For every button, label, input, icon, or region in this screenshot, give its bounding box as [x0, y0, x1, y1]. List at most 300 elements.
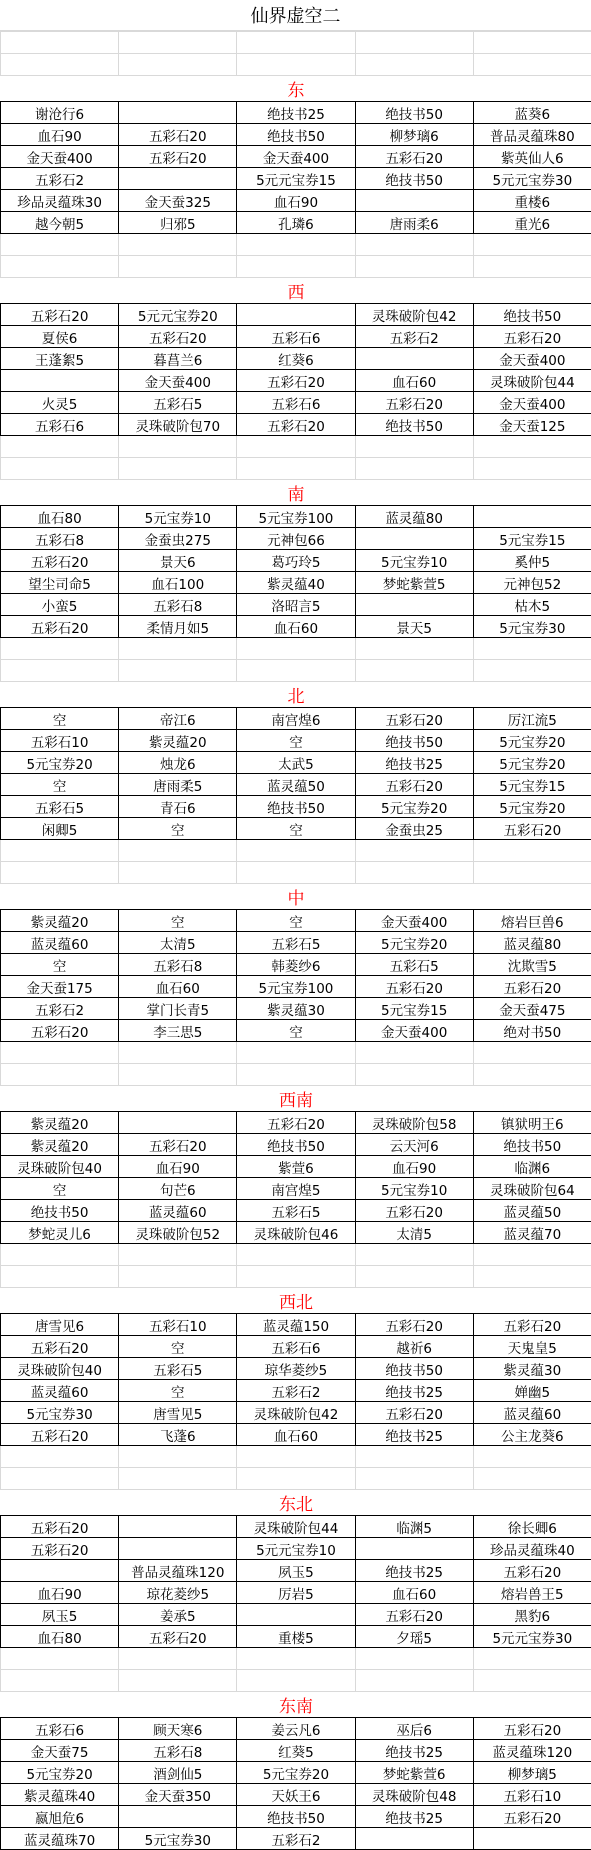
- table-cell[interactable]: 蓝灵蕴80: [473, 932, 591, 954]
- section-title[interactable]: 东南: [1, 1692, 591, 1718]
- table-cell[interactable]: [473, 1828, 591, 1850]
- table-cell[interactable]: 五彩石20: [119, 146, 237, 168]
- table-cell[interactable]: 灵珠破阶包40: [1, 1358, 119, 1380]
- table-cell[interactable]: 金天蚕475: [473, 998, 591, 1020]
- table-cell[interactable]: 金天蚕75: [1, 1740, 119, 1762]
- table-cell[interactable]: 蓝葵6: [473, 102, 591, 124]
- table-cell[interactable]: 飞蓬6: [119, 1424, 237, 1446]
- table-cell[interactable]: 重楼5: [237, 1626, 355, 1648]
- table-cell[interactable]: 5元宝券20: [1, 752, 119, 774]
- table-cell[interactable]: 空: [119, 1380, 237, 1402]
- empty-cell[interactable]: [119, 862, 237, 884]
- empty-cell[interactable]: [119, 840, 237, 862]
- table-cell[interactable]: [355, 594, 473, 616]
- table-cell[interactable]: 嬴旭危6: [1, 1806, 119, 1828]
- table-cell[interactable]: 太清5: [119, 932, 237, 954]
- table-cell[interactable]: [473, 506, 591, 528]
- table-cell[interactable]: 金蚕虫25: [355, 818, 473, 840]
- table-cell[interactable]: 枯木5: [473, 594, 591, 616]
- table-cell[interactable]: 5元宝券100: [237, 506, 355, 528]
- empty-cell[interactable]: [1, 54, 119, 76]
- table-cell[interactable]: [1, 370, 119, 392]
- table-cell[interactable]: 血石60: [355, 1582, 473, 1604]
- table-cell[interactable]: 血石60: [355, 370, 473, 392]
- empty-cell[interactable]: [1, 1446, 119, 1468]
- table-cell[interactable]: 镇狱明王6: [473, 1112, 591, 1134]
- table-cell[interactable]: 灵珠破阶包70: [119, 414, 237, 436]
- table-cell[interactable]: 五彩石20: [1, 304, 119, 326]
- empty-cell[interactable]: [119, 54, 237, 76]
- empty-cell[interactable]: [1, 1670, 119, 1692]
- empty-cell[interactable]: [473, 638, 591, 660]
- table-cell[interactable]: 绝对书50: [473, 1020, 591, 1042]
- empty-cell[interactable]: [355, 256, 473, 278]
- table-cell[interactable]: 柳梦璃5: [473, 1762, 591, 1784]
- table-cell[interactable]: 五彩石10: [1, 730, 119, 752]
- table-cell[interactable]: 绝技书25: [355, 1424, 473, 1446]
- table-cell[interactable]: 5元宝券15: [473, 528, 591, 550]
- empty-cell[interactable]: [237, 840, 355, 862]
- table-cell[interactable]: 五彩石5: [119, 392, 237, 414]
- empty-cell[interactable]: [119, 256, 237, 278]
- empty-cell[interactable]: [473, 1244, 591, 1266]
- table-cell[interactable]: 金蚕虫275: [119, 528, 237, 550]
- table-cell[interactable]: 五彩石2: [237, 1828, 355, 1850]
- empty-cell[interactable]: [473, 436, 591, 458]
- table-cell[interactable]: 临渊5: [355, 1516, 473, 1538]
- table-cell[interactable]: 巫后6: [355, 1718, 473, 1740]
- empty-cell[interactable]: [1, 862, 119, 884]
- table-cell[interactable]: 梦蛇紫萱5: [355, 572, 473, 594]
- table-cell[interactable]: 绝技书50: [355, 102, 473, 124]
- empty-cell[interactable]: [237, 234, 355, 256]
- table-cell[interactable]: 五彩石20: [355, 1314, 473, 1336]
- table-cell[interactable]: 五彩石10: [119, 1314, 237, 1336]
- table-cell[interactable]: 唐雪见5: [119, 1402, 237, 1424]
- empty-cell[interactable]: [119, 1042, 237, 1064]
- table-cell[interactable]: 5元元宝券10: [237, 1538, 355, 1560]
- table-cell[interactable]: 临渊6: [473, 1156, 591, 1178]
- empty-cell[interactable]: [473, 458, 591, 480]
- table-cell[interactable]: 五彩石20: [355, 392, 473, 414]
- table-cell[interactable]: 琼华菱纱5: [237, 1358, 355, 1380]
- table-cell[interactable]: 普品灵蕴珠80: [473, 124, 591, 146]
- table-cell[interactable]: 姜承5: [119, 1604, 237, 1626]
- table-cell[interactable]: 景天5: [355, 616, 473, 638]
- table-cell[interactable]: 五彩石20: [1, 616, 119, 638]
- table-cell[interactable]: 绝技书25: [355, 1380, 473, 1402]
- table-cell[interactable]: 红葵5: [237, 1740, 355, 1762]
- table-cell[interactable]: 蓝灵蕴80: [355, 506, 473, 528]
- table-cell[interactable]: 绝技书50: [237, 796, 355, 818]
- table-cell[interactable]: 掌门长青5: [119, 998, 237, 1020]
- table-cell[interactable]: 韩菱纱6: [237, 954, 355, 976]
- empty-cell[interactable]: [119, 32, 237, 54]
- table-cell[interactable]: 天妖王6: [237, 1784, 355, 1806]
- table-cell[interactable]: 五彩石20: [473, 1806, 591, 1828]
- table-cell[interactable]: 谢沧行6: [1, 102, 119, 124]
- table-cell[interactable]: 绝技书50: [237, 1134, 355, 1156]
- section-title[interactable]: 中: [1, 884, 591, 910]
- table-cell[interactable]: 血石100: [119, 572, 237, 594]
- empty-cell[interactable]: [473, 1468, 591, 1490]
- table-cell[interactable]: 蓝灵蕴50: [473, 1200, 591, 1222]
- empty-cell[interactable]: [355, 840, 473, 862]
- table-cell[interactable]: 五彩石5: [355, 954, 473, 976]
- table-cell[interactable]: 柳梦璃6: [355, 124, 473, 146]
- table-cell[interactable]: 空: [119, 818, 237, 840]
- empty-cell[interactable]: [119, 1064, 237, 1086]
- empty-cell[interactable]: [119, 1266, 237, 1288]
- table-cell[interactable]: 灵珠破阶包46: [237, 1222, 355, 1244]
- table-cell[interactable]: 灵珠破阶包52: [119, 1222, 237, 1244]
- empty-cell[interactable]: [237, 638, 355, 660]
- table-cell[interactable]: 火灵5: [1, 392, 119, 414]
- table-cell[interactable]: 金天蚕400: [473, 348, 591, 370]
- table-cell[interactable]: 五彩石20: [1, 1336, 119, 1358]
- empty-cell[interactable]: [355, 1648, 473, 1670]
- table-cell[interactable]: 公主龙葵6: [473, 1424, 591, 1446]
- table-cell[interactable]: 黑豹6: [473, 1604, 591, 1626]
- table-cell[interactable]: 熔岩巨兽6: [473, 910, 591, 932]
- table-cell[interactable]: 紫灵蕴20: [1, 910, 119, 932]
- table-cell[interactable]: 唐雨柔5: [119, 774, 237, 796]
- table-cell[interactable]: 5元宝券20: [473, 752, 591, 774]
- table-cell[interactable]: 五彩石20: [1, 1516, 119, 1538]
- table-cell[interactable]: [119, 168, 237, 190]
- table-cell[interactable]: 孔璘6: [237, 212, 355, 234]
- table-cell[interactable]: 绝技书50: [355, 168, 473, 190]
- table-cell[interactable]: 五彩石20: [473, 1560, 591, 1582]
- table-cell[interactable]: 奚仲5: [473, 550, 591, 572]
- table-cell[interactable]: 灵珠破阶包48: [355, 1784, 473, 1806]
- empty-cell[interactable]: [1, 1648, 119, 1670]
- table-cell[interactable]: 绝技书25: [355, 1806, 473, 1828]
- table-cell[interactable]: 太武5: [237, 752, 355, 774]
- table-cell[interactable]: 紫英仙人6: [473, 146, 591, 168]
- empty-cell[interactable]: [119, 1670, 237, 1692]
- table-cell[interactable]: 蓝灵蕴50: [237, 774, 355, 796]
- table-cell[interactable]: 绝技书50: [355, 730, 473, 752]
- table-cell[interactable]: 帝江6: [119, 708, 237, 730]
- table-cell[interactable]: 5元宝券20: [1, 1762, 119, 1784]
- empty-cell[interactable]: [119, 1648, 237, 1670]
- table-cell[interactable]: 绝技书25: [355, 1560, 473, 1582]
- empty-cell[interactable]: [1, 660, 119, 682]
- table-cell[interactable]: 婵幽5: [473, 1380, 591, 1402]
- table-cell[interactable]: 唐雨柔6: [355, 212, 473, 234]
- table-cell[interactable]: 蓝灵蕴60: [1, 1380, 119, 1402]
- section-title[interactable]: 西: [1, 278, 591, 304]
- table-cell[interactable]: 夙玉5: [1, 1604, 119, 1626]
- empty-cell[interactable]: [119, 1446, 237, 1468]
- table-cell[interactable]: 空: [1, 954, 119, 976]
- table-cell[interactable]: 天鬼皇5: [473, 1336, 591, 1358]
- table-cell[interactable]: 金天蚕400: [355, 910, 473, 932]
- empty-cell[interactable]: [355, 660, 473, 682]
- empty-cell[interactable]: [473, 1064, 591, 1086]
- table-cell[interactable]: 金天蚕400: [1, 146, 119, 168]
- empty-cell[interactable]: [355, 32, 473, 54]
- table-cell[interactable]: 五彩石20: [119, 1134, 237, 1156]
- table-cell[interactable]: 绝技书50: [473, 1134, 591, 1156]
- empty-cell[interactable]: [355, 1446, 473, 1468]
- table-cell[interactable]: 五彩石2: [1, 168, 119, 190]
- empty-cell[interactable]: [1, 638, 119, 660]
- table-cell[interactable]: 李三思5: [119, 1020, 237, 1042]
- empty-cell[interactable]: [355, 1244, 473, 1266]
- table-cell[interactable]: 绝技书50: [355, 1358, 473, 1380]
- table-cell[interactable]: 5元元宝券30: [473, 1626, 591, 1648]
- table-cell[interactable]: 沈欺雪5: [473, 954, 591, 976]
- table-cell[interactable]: 五彩石5: [119, 1358, 237, 1380]
- empty-cell[interactable]: [355, 234, 473, 256]
- empty-cell[interactable]: [473, 862, 591, 884]
- table-cell[interactable]: [119, 1112, 237, 1134]
- table-cell[interactable]: 重楼6: [473, 190, 591, 212]
- empty-cell[interactable]: [237, 862, 355, 884]
- table-cell[interactable]: 烛龙6: [119, 752, 237, 774]
- table-cell[interactable]: 蓝灵蕴60: [1, 932, 119, 954]
- table-cell[interactable]: 徐长卿6: [473, 1516, 591, 1538]
- empty-cell[interactable]: [1, 256, 119, 278]
- empty-cell[interactable]: [1, 1266, 119, 1288]
- table-cell[interactable]: 元神包52: [473, 572, 591, 594]
- table-cell[interactable]: 紫灵蕴20: [1, 1134, 119, 1156]
- table-cell[interactable]: 蓝灵蕴150: [237, 1314, 355, 1336]
- table-cell[interactable]: 厉岩5: [237, 1582, 355, 1604]
- empty-cell[interactable]: [473, 1266, 591, 1288]
- table-cell[interactable]: 血石90: [355, 1156, 473, 1178]
- table-cell[interactable]: 五彩石8: [1, 528, 119, 550]
- table-cell[interactable]: [237, 304, 355, 326]
- table-cell[interactable]: [119, 102, 237, 124]
- table-cell[interactable]: 绝技书50: [1, 1200, 119, 1222]
- table-cell[interactable]: 5元宝券10: [119, 506, 237, 528]
- table-cell[interactable]: 暮菖兰6: [119, 348, 237, 370]
- empty-cell[interactable]: [355, 862, 473, 884]
- section-title[interactable]: 东北: [1, 1490, 591, 1516]
- table-cell[interactable]: 空: [1, 774, 119, 796]
- table-cell[interactable]: 五彩石20: [237, 1112, 355, 1134]
- table-cell[interactable]: 五彩石20: [473, 326, 591, 348]
- table-cell[interactable]: 血石60: [237, 1424, 355, 1446]
- table-cell[interactable]: 金天蚕400: [473, 392, 591, 414]
- table-cell[interactable]: 五彩石5: [237, 1200, 355, 1222]
- empty-cell[interactable]: [237, 32, 355, 54]
- table-cell[interactable]: 梦蛇灵儿6: [1, 1222, 119, 1244]
- table-cell[interactable]: 珍品灵蕴珠40: [473, 1538, 591, 1560]
- table-cell[interactable]: 空: [237, 818, 355, 840]
- table-cell[interactable]: 五彩石20: [473, 1314, 591, 1336]
- empty-cell[interactable]: [237, 1446, 355, 1468]
- empty-cell[interactable]: [237, 54, 355, 76]
- table-cell[interactable]: 绝技书50: [237, 124, 355, 146]
- table-cell[interactable]: 蓝灵蕴珠70: [1, 1828, 119, 1850]
- table-cell[interactable]: 灵珠破阶包58: [355, 1112, 473, 1134]
- empty-cell[interactable]: [1, 1468, 119, 1490]
- empty-cell[interactable]: [355, 1670, 473, 1692]
- table-cell[interactable]: 灵珠破阶包44: [237, 1516, 355, 1538]
- table-cell[interactable]: [355, 528, 473, 550]
- table-cell[interactable]: 空: [119, 1336, 237, 1358]
- table-cell[interactable]: 金天蚕175: [1, 976, 119, 998]
- table-cell[interactable]: 空: [119, 910, 237, 932]
- empty-cell[interactable]: [1, 458, 119, 480]
- section-title[interactable]: 东: [1, 76, 591, 102]
- empty-cell[interactable]: [473, 660, 591, 682]
- table-cell[interactable]: 五彩石20: [237, 370, 355, 392]
- empty-cell[interactable]: [237, 256, 355, 278]
- empty-cell[interactable]: [237, 1468, 355, 1490]
- section-title[interactable]: 西北: [1, 1288, 591, 1314]
- empty-cell[interactable]: [355, 638, 473, 660]
- empty-cell[interactable]: [119, 660, 237, 682]
- empty-cell[interactable]: [355, 1468, 473, 1490]
- table-cell[interactable]: 蓝灵蕴60: [119, 1200, 237, 1222]
- table-cell[interactable]: 南宫煌6: [237, 708, 355, 730]
- table-cell[interactable]: 紫灵蕴20: [1, 1112, 119, 1134]
- table-cell[interactable]: 厉江流5: [473, 708, 591, 730]
- table-cell[interactable]: 五彩石20: [1, 1424, 119, 1446]
- table-cell[interactable]: 五彩石6: [237, 392, 355, 414]
- table-cell[interactable]: 五彩石20: [1, 1020, 119, 1042]
- empty-cell[interactable]: [237, 1042, 355, 1064]
- empty-cell[interactable]: [119, 638, 237, 660]
- table-cell[interactable]: 五彩石20: [473, 976, 591, 998]
- table-cell[interactable]: 血石90: [1, 1582, 119, 1604]
- table-cell[interactable]: 五彩石20: [237, 414, 355, 436]
- table-cell[interactable]: 句芒6: [119, 1178, 237, 1200]
- table-cell[interactable]: 灵珠破阶包42: [355, 304, 473, 326]
- empty-cell[interactable]: [1, 436, 119, 458]
- table-cell[interactable]: 顾天寒6: [119, 1718, 237, 1740]
- empty-cell[interactable]: [237, 1648, 355, 1670]
- table-cell[interactable]: 五彩石20: [119, 124, 237, 146]
- table-cell[interactable]: 绝技书50: [355, 414, 473, 436]
- table-cell[interactable]: 南宫煌5: [237, 1178, 355, 1200]
- table-cell[interactable]: 金天蚕125: [473, 414, 591, 436]
- empty-cell[interactable]: [473, 54, 591, 76]
- table-cell[interactable]: 夏侯6: [1, 326, 119, 348]
- table-cell[interactable]: 血石80: [1, 506, 119, 528]
- table-cell[interactable]: 普品灵蕴珠120: [119, 1560, 237, 1582]
- table-cell[interactable]: 五彩石20: [355, 774, 473, 796]
- table-cell[interactable]: [355, 1828, 473, 1850]
- empty-cell[interactable]: [119, 1244, 237, 1266]
- table-cell[interactable]: 五彩石6: [237, 1336, 355, 1358]
- table-cell[interactable]: 五彩石5: [237, 932, 355, 954]
- table-cell[interactable]: 灵珠破阶包44: [473, 370, 591, 392]
- table-cell[interactable]: [355, 1538, 473, 1560]
- empty-cell[interactable]: [355, 458, 473, 480]
- empty-cell[interactable]: [473, 234, 591, 256]
- table-cell[interactable]: 绝技书50: [237, 1806, 355, 1828]
- table-cell[interactable]: 五彩石5: [1, 796, 119, 818]
- table-cell[interactable]: 唐雪见6: [1, 1314, 119, 1336]
- table-cell[interactable]: 5元宝券20: [473, 796, 591, 818]
- table-cell[interactable]: 紫灵蕴20: [119, 730, 237, 752]
- table-cell[interactable]: 蓝灵蕴70: [473, 1222, 591, 1244]
- table-cell[interactable]: 五彩石10: [473, 1784, 591, 1806]
- table-cell[interactable]: 五彩石20: [355, 976, 473, 998]
- table-cell[interactable]: 5元宝券100: [237, 976, 355, 998]
- table-cell[interactable]: 五彩石8: [119, 1740, 237, 1762]
- table-cell[interactable]: 血石60: [237, 616, 355, 638]
- empty-cell[interactable]: [119, 458, 237, 480]
- table-cell[interactable]: 5元宝券15: [473, 774, 591, 796]
- table-cell[interactable]: 5元宝券30: [473, 616, 591, 638]
- empty-cell[interactable]: [355, 1042, 473, 1064]
- empty-cell[interactable]: [355, 436, 473, 458]
- empty-cell[interactable]: [1, 32, 119, 54]
- table-cell[interactable]: 五彩石20: [1, 550, 119, 572]
- empty-cell[interactable]: [237, 1244, 355, 1266]
- table-cell[interactable]: [1, 1560, 119, 1582]
- empty-cell[interactable]: [237, 1064, 355, 1086]
- table-cell[interactable]: 灵珠破阶包42: [237, 1402, 355, 1424]
- section-title[interactable]: 南: [1, 480, 591, 506]
- empty-cell[interactable]: [355, 54, 473, 76]
- table-cell[interactable]: 葛巧玲5: [237, 550, 355, 572]
- empty-cell[interactable]: [1, 1064, 119, 1086]
- empty-cell[interactable]: [473, 32, 591, 54]
- empty-cell[interactable]: [355, 1064, 473, 1086]
- table-cell[interactable]: 5元宝券15: [355, 998, 473, 1020]
- empty-cell[interactable]: [473, 1042, 591, 1064]
- table-cell[interactable]: 五彩石8: [119, 954, 237, 976]
- table-cell[interactable]: [237, 1604, 355, 1626]
- table-cell[interactable]: 柔情月如5: [119, 616, 237, 638]
- table-cell[interactable]: 琼花菱纱5: [119, 1582, 237, 1604]
- table-cell[interactable]: 王蓬絮5: [1, 348, 119, 370]
- table-cell[interactable]: 五彩石6: [1, 1718, 119, 1740]
- table-cell[interactable]: 归邪5: [119, 212, 237, 234]
- table-cell[interactable]: 五彩石20: [473, 1718, 591, 1740]
- table-cell[interactable]: 空: [237, 1020, 355, 1042]
- empty-cell[interactable]: [355, 1266, 473, 1288]
- table-cell[interactable]: 五彩石20: [355, 708, 473, 730]
- empty-cell[interactable]: [473, 840, 591, 862]
- table-cell[interactable]: 绝技书50: [473, 304, 591, 326]
- table-cell[interactable]: 5元宝券20: [355, 796, 473, 818]
- table-cell[interactable]: [119, 1538, 237, 1560]
- table-cell[interactable]: 五彩石20: [355, 146, 473, 168]
- table-cell[interactable]: 5元宝券20: [355, 932, 473, 954]
- table-cell[interactable]: 血石90: [1, 124, 119, 146]
- empty-cell[interactable]: [1, 1244, 119, 1266]
- table-cell[interactable]: 越今朝5: [1, 212, 119, 234]
- table-cell[interactable]: 姜云凡6: [237, 1718, 355, 1740]
- table-cell[interactable]: 紫灵蕴30: [473, 1358, 591, 1380]
- table-cell[interactable]: 夙玉5: [237, 1560, 355, 1582]
- table-cell[interactable]: [119, 1516, 237, 1538]
- table-cell[interactable]: 5元宝券30: [119, 1828, 237, 1850]
- table-cell[interactable]: 熔岩兽王5: [473, 1582, 591, 1604]
- table-cell[interactable]: 紫灵蕴40: [237, 572, 355, 594]
- table-cell[interactable]: 金天蚕350: [119, 1784, 237, 1806]
- table-cell[interactable]: 空: [237, 910, 355, 932]
- table-cell[interactable]: 金天蚕400: [119, 370, 237, 392]
- empty-cell[interactable]: [1, 840, 119, 862]
- table-cell[interactable]: 五彩石20: [1, 1538, 119, 1560]
- empty-cell[interactable]: [1, 234, 119, 256]
- table-cell[interactable]: 梦蛇紫萱6: [355, 1762, 473, 1784]
- table-cell[interactable]: 望尘司命5: [1, 572, 119, 594]
- table-cell[interactable]: 元神包66: [237, 528, 355, 550]
- table-cell[interactable]: 越祈6: [355, 1336, 473, 1358]
- table-cell[interactable]: 五彩石20: [355, 1604, 473, 1626]
